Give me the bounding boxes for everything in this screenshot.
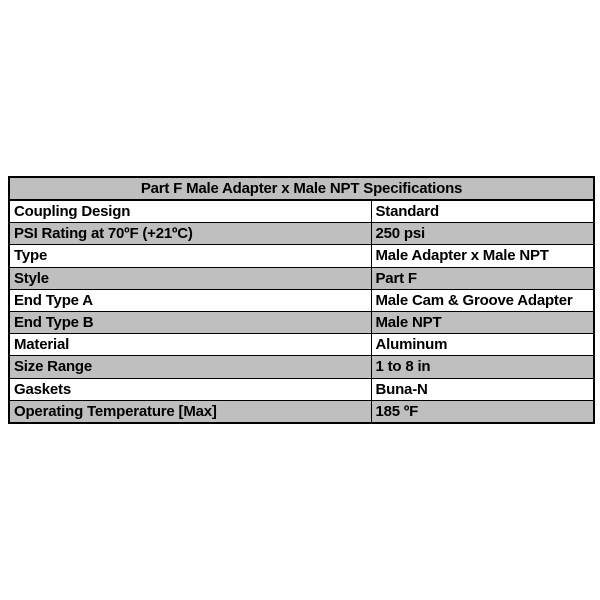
table-header-row xyxy=(9,177,594,200)
spec-label: End Type A xyxy=(9,289,371,311)
spec-value: Male Cam & Groove Adapter xyxy=(371,289,594,311)
table-row xyxy=(9,400,594,423)
spec-value: Male NPT xyxy=(371,311,594,333)
spec-table xyxy=(8,176,595,424)
table-row xyxy=(9,311,594,333)
spec-table-container xyxy=(8,176,593,424)
spec-value: Male Adapter x Male NPT xyxy=(371,245,594,267)
table-row xyxy=(9,334,594,356)
spec-value: 185 ºF xyxy=(371,400,594,423)
spec-label: Operating Temperature [Max] xyxy=(9,400,371,423)
table-row xyxy=(9,200,594,223)
table-row xyxy=(9,267,594,289)
table-row xyxy=(9,245,594,267)
table-row xyxy=(9,223,594,245)
spec-value: 1 to 8 in xyxy=(371,356,594,378)
spec-value: Standard xyxy=(371,200,594,223)
spec-value: Part F xyxy=(371,267,594,289)
table-title: Part F Male Adapter x Male NPT Specifications xyxy=(9,177,594,200)
spec-label: Type xyxy=(9,245,371,267)
spec-label: End Type B xyxy=(9,311,371,333)
spec-label: Gaskets xyxy=(9,378,371,400)
spec-label: Coupling Design xyxy=(9,200,371,223)
spec-label: Material xyxy=(9,334,371,356)
spec-label: Size Range xyxy=(9,356,371,378)
spec-label: Style xyxy=(9,267,371,289)
spec-value: Aluminum xyxy=(371,334,594,356)
spec-value: Buna-N xyxy=(371,378,594,400)
spec-value: 250 psi xyxy=(371,223,594,245)
table-row xyxy=(9,289,594,311)
spec-label: PSI Rating at 70ºF (+21ºC) xyxy=(9,223,371,245)
table-row xyxy=(9,356,594,378)
table-row xyxy=(9,378,594,400)
